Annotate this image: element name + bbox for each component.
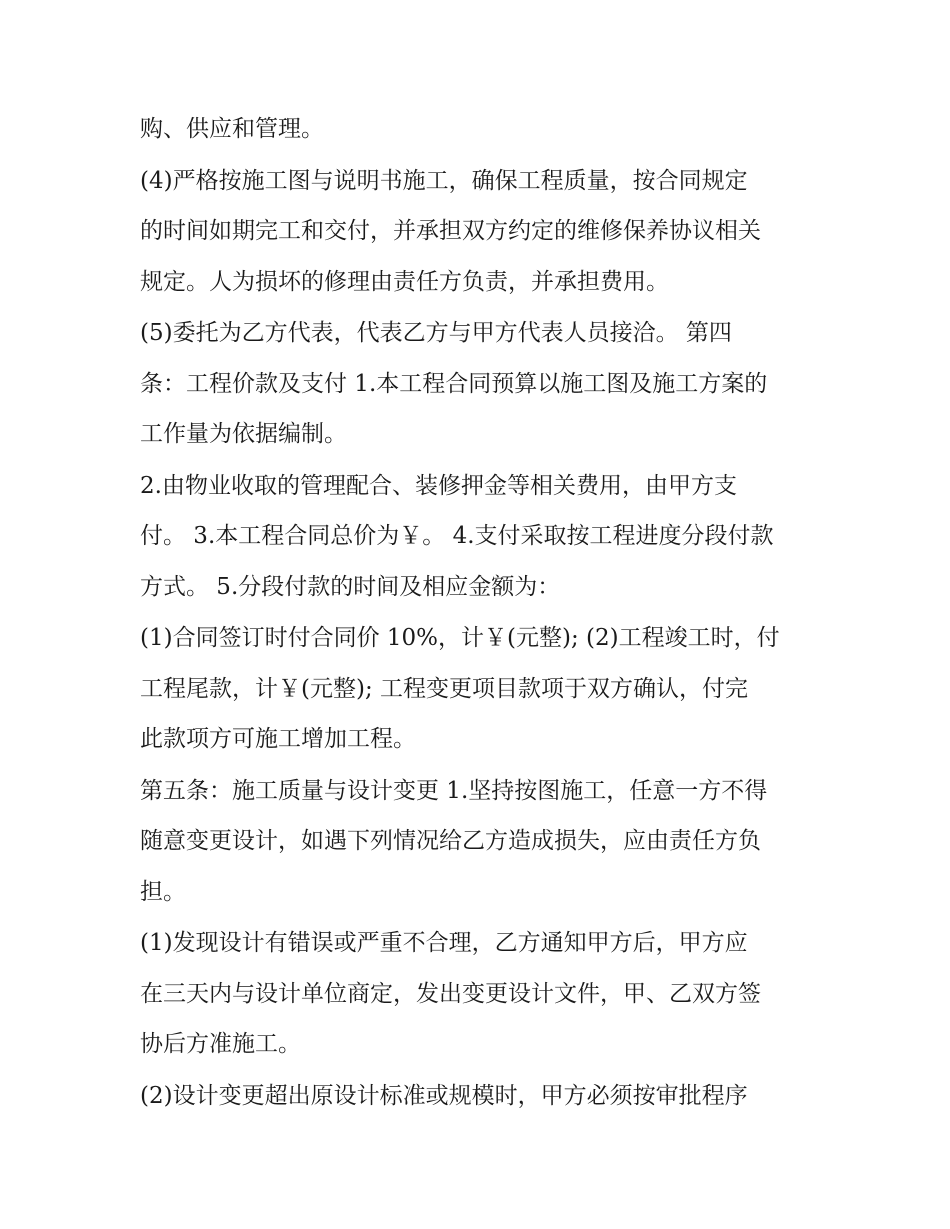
text-line: 工程尾款，计￥(元整); 工程变更项目款项于双方确认，付完	[140, 675, 749, 702]
text-line: (2)设计变更超出原设计标准或规模时，甲方必须按审批程序	[140, 1082, 748, 1109]
text-line: (5)委托为乙方代表，代表乙方与甲方代表人员接洽。 第四	[140, 320, 732, 346]
text-line: 协后方准施工。	[140, 1031, 301, 1057]
text-line: (4)严格按施工图与说明书施工，确保工程质量，按合同规定	[140, 167, 748, 194]
text-line: 第五条：施工质量与设计变更 1.坚持按图施工，任意一方不得	[140, 777, 768, 804]
paragraph	[140, 918, 820, 1070]
text-line: 在三天内与设计单位商定，发出变更设计文件，甲、乙双方签	[140, 980, 761, 1007]
paragraph	[140, 613, 820, 765]
text-line: 购、供应和管理。	[140, 116, 324, 142]
text-line: 2.由物业收取的管理配合、装修押金等相关费用，由甲方支	[140, 472, 737, 499]
text-line: (1)合同签订时付合同价 10%，计￥(元整); (2)工程竣工时，付	[140, 625, 780, 651]
text-line: 此款项方可施工增加工程。	[140, 726, 416, 752]
paragraph	[140, 104, 820, 155]
text-line: 方式。 5.分段付款的时间及相应金额为：	[140, 573, 561, 600]
paragraph	[140, 461, 820, 613]
text-line: (1)发现设计有错误或严重不合理，乙方通知甲方后，甲方应	[140, 930, 748, 956]
text-line: 工作量为依据编制。	[140, 421, 347, 447]
paragraph	[140, 156, 820, 308]
text-line: 付。 3.本工程合同总价为￥。 4.支付采取按工程进度分段付款	[140, 523, 774, 549]
text-line: 条：工程价款及支付 1.本工程合同预算以施工图及施工方案的	[140, 370, 768, 397]
paragraph	[140, 308, 820, 460]
paragraph	[140, 766, 820, 918]
text-line: 担。	[140, 878, 186, 905]
text-line: 规定。人为损坏的修理由责任方负责，并承担费用。	[140, 268, 669, 295]
text-line: 随意变更设计，如遇下列情况给乙方造成损失，应由责任方负	[140, 828, 761, 854]
paragraph	[140, 1071, 820, 1122]
document-body	[140, 104, 820, 1122]
text-line: 的时间如期完工和交付，并承担双方约定的维修保养协议相关	[140, 218, 761, 244]
